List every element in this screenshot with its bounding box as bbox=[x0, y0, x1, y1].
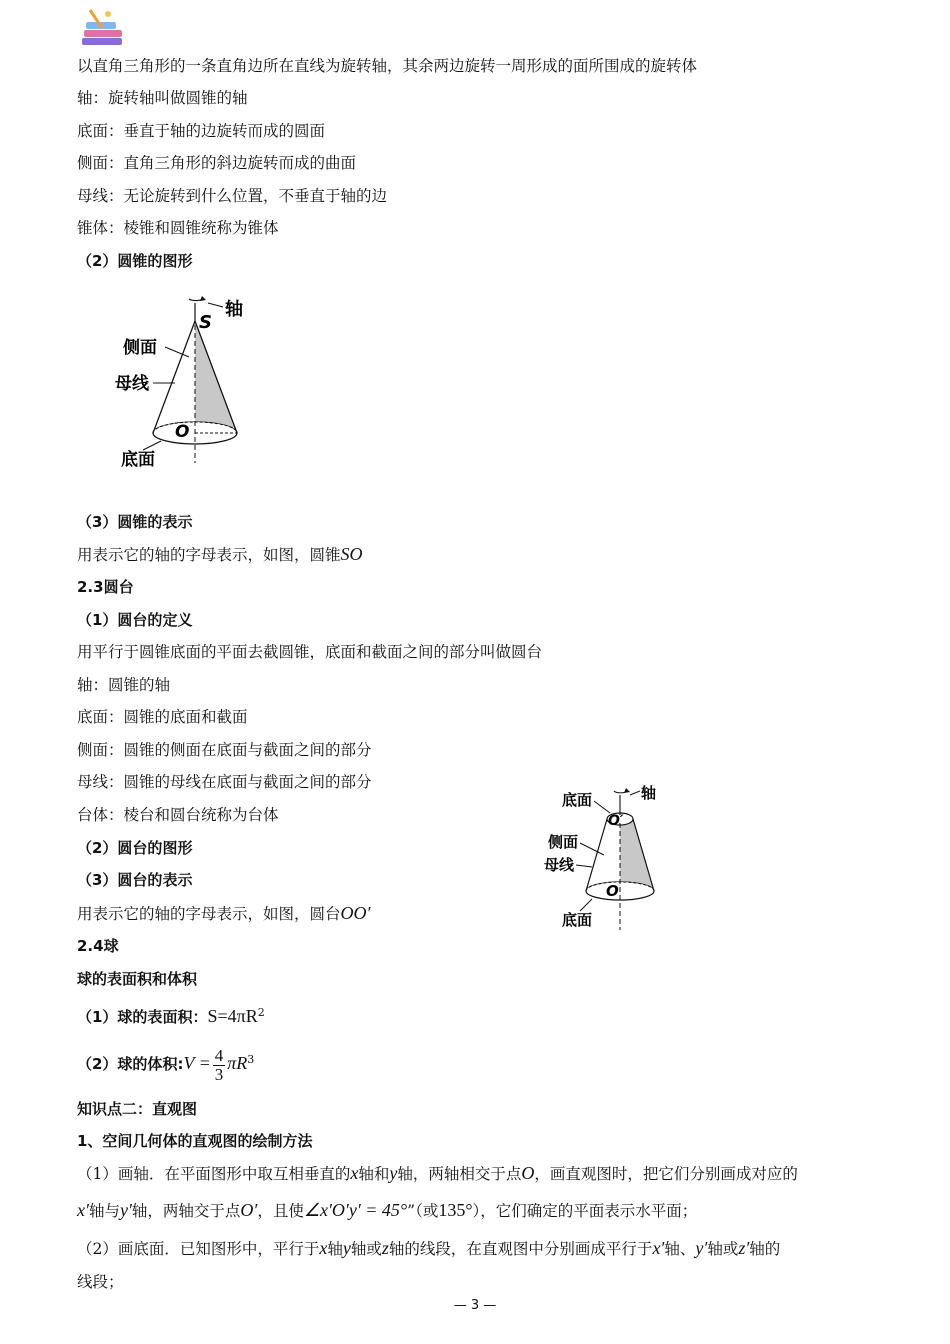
sphere-section: 2.4球 bbox=[77, 937, 119, 955]
cone-repr-sentence: 用表示它的轴的字母表示，如图，圆锥 bbox=[77, 546, 341, 564]
intuitive-paragraph-4: 线段； bbox=[77, 1273, 124, 1291]
frustum-bottom-base-label: 底面 bbox=[562, 911, 593, 929]
frustum-side-label: 侧面 bbox=[548, 833, 579, 851]
p2-y: y′ bbox=[119, 1200, 132, 1220]
book-stack-logo-icon bbox=[80, 8, 128, 50]
p3-text-e: 轴、 bbox=[664, 1240, 696, 1258]
p3-z: z bbox=[381, 1238, 389, 1258]
frustum-axis-label: 轴 bbox=[641, 784, 657, 802]
page-number: — 3 — bbox=[453, 1298, 497, 1313]
cone-axis-label: 轴 bbox=[225, 299, 243, 320]
cone-base: 底面：垂直于轴的边旋转而成的圆面 bbox=[77, 122, 326, 140]
frustum-definition: 用平行于圆锥底面的平面去截圆锥，底面和截面之间的部分叫做圆台 bbox=[77, 643, 543, 661]
p3-y1: y′ bbox=[695, 1238, 708, 1258]
p3-text-a: （2）画底面．已知图形中，平行于 bbox=[77, 1240, 320, 1258]
p2-text-b: 轴，两轴交于点 bbox=[131, 1202, 241, 1220]
p2-O: O′ bbox=[240, 1200, 258, 1220]
sphere-volume-lhs: V = bbox=[183, 1053, 211, 1074]
cone-base-label: 底面 bbox=[121, 450, 155, 470]
frustum-axis: 轴：圆锥的轴 bbox=[77, 676, 171, 694]
frustum-body: 台体：棱台和圆台统称为台体 bbox=[77, 806, 279, 824]
frustum-side: 侧面：圆锥的侧面在底面与截面之间的部分 bbox=[77, 741, 372, 759]
p1-O: O bbox=[521, 1163, 535, 1183]
cone-body: 锥体：棱锥和圆锥统称为锥体 bbox=[77, 219, 279, 237]
frustum-repr-symbol: OO′ bbox=[340, 903, 371, 923]
p3-text-g: 轴的 bbox=[749, 1240, 781, 1258]
cone-figure-heading: （2）圆锥的图形 bbox=[77, 252, 193, 270]
cone-center-label: O bbox=[175, 422, 190, 442]
sphere-area-exponent: 2 bbox=[257, 1006, 265, 1019]
sphere-volume-exponent: 3 bbox=[247, 1053, 255, 1066]
cone-repr-symbol: SO bbox=[340, 544, 363, 564]
intuitive-subheading: 1、空间几何体的直观图的绘制方法 bbox=[77, 1132, 313, 1150]
frustum-bottom-center-label: O bbox=[606, 882, 619, 900]
sphere-area-formula: S=4πR bbox=[207, 1006, 258, 1027]
cone-repr-text bbox=[77, 544, 363, 565]
p1-y: y bbox=[389, 1163, 398, 1183]
frustum-base: 底面：圆锥的底面和截面 bbox=[77, 708, 248, 726]
p2-text-d: ”（或 bbox=[407, 1202, 439, 1220]
sphere-volume-fraction bbox=[213, 1047, 226, 1084]
intuitive-paragraph-2 bbox=[77, 1200, 697, 1221]
sphere-area bbox=[77, 1003, 265, 1027]
intuitive-paragraph-1 bbox=[77, 1163, 798, 1184]
frustum-repr-text bbox=[77, 903, 370, 924]
frustum-repr-heading: （3）圆台的表示 bbox=[77, 871, 193, 889]
cone-side: 侧面：直角三角形的斜边旋转而成的曲面 bbox=[77, 154, 357, 172]
frustum-figure bbox=[540, 775, 680, 935]
frustum-top-center-label: O′ bbox=[608, 813, 624, 829]
sphere-volume bbox=[77, 1040, 254, 1084]
cone-side-label: 侧面 bbox=[123, 338, 157, 358]
p1-text-a: （1）画轴．在平面图形中取互相垂直的 bbox=[77, 1165, 351, 1183]
p3-text-c: 轴或 bbox=[350, 1240, 382, 1258]
fraction-denominator: 3 bbox=[214, 1064, 224, 1084]
p3-text-f: 轴或 bbox=[707, 1240, 739, 1258]
p2-text-e: ），它们确定的平面表示水平面； bbox=[472, 1202, 698, 1220]
p3-text-d: 轴的线段，在直观图中分别画成平行于 bbox=[388, 1240, 653, 1258]
p1-text-d: ，画直观图时，把它们分别画成对应的 bbox=[534, 1165, 798, 1183]
p1-x: x bbox=[350, 1163, 359, 1183]
intuitive-heading: 知识点二：直观图 bbox=[77, 1100, 198, 1118]
p2-angle: ∠x′O′y′ = 45° bbox=[303, 1200, 408, 1220]
frustum-repr-sentence: 用表示它的轴的字母表示，如图，圆台 bbox=[77, 905, 341, 923]
p1-text-c: 轴，两轴相交于点 bbox=[397, 1165, 522, 1183]
frustum-generatrix: 母线：圆锥的母线在底面与截面之间的部分 bbox=[77, 773, 372, 791]
p3-y: y bbox=[342, 1238, 351, 1258]
cone-generatrix: 母线：无论旋转到什么位置，不垂直于轴的边 bbox=[77, 187, 388, 205]
p2-text-a: 轴与 bbox=[88, 1202, 120, 1220]
frustum-top-base-label: 底面 bbox=[562, 791, 593, 809]
frustum-def-heading: （1）圆台的定义 bbox=[77, 611, 193, 629]
p2-x: x′ bbox=[77, 1200, 89, 1220]
cone-axis: 轴：旋转轴叫做圆锥的轴 bbox=[77, 89, 248, 107]
intuitive-paragraph-3 bbox=[77, 1238, 780, 1259]
frustum-section: 2.3圆台 bbox=[77, 578, 134, 596]
p3-text-b: 轴 bbox=[327, 1240, 343, 1258]
sphere-area-label: （1）球的表面积： bbox=[77, 1008, 208, 1027]
fraction-numerator: 4 bbox=[214, 1045, 224, 1065]
p2-text-c: ，且使 bbox=[257, 1202, 304, 1220]
p3-x: x bbox=[319, 1238, 328, 1258]
sphere-volume-rhs: πR bbox=[227, 1053, 248, 1074]
sphere-heading: 球的表面积和体积 bbox=[77, 970, 198, 988]
p3-x1: x′ bbox=[652, 1238, 665, 1258]
p1-text-b: 轴和 bbox=[358, 1165, 390, 1183]
cone-definition: 以直角三角形的一条直角边所在直线为旋转轴，其余两边旋转一周形成的面所围成的旋转体 bbox=[77, 57, 698, 75]
p2-alt-angle: 135° bbox=[438, 1200, 473, 1220]
cone-figure bbox=[105, 285, 285, 475]
cone-apex-label: S bbox=[199, 312, 212, 333]
cone-repr-heading: （3）圆锥的表示 bbox=[77, 513, 193, 531]
sphere-volume-label: （2）球的体积: bbox=[77, 1055, 184, 1074]
frustum-generatrix-label: 母线 bbox=[544, 856, 575, 874]
p3-z1: z′ bbox=[738, 1238, 750, 1258]
cone-generatrix-label: 母线 bbox=[115, 374, 149, 394]
frustum-fig-heading: （2）圆台的图形 bbox=[77, 839, 193, 857]
